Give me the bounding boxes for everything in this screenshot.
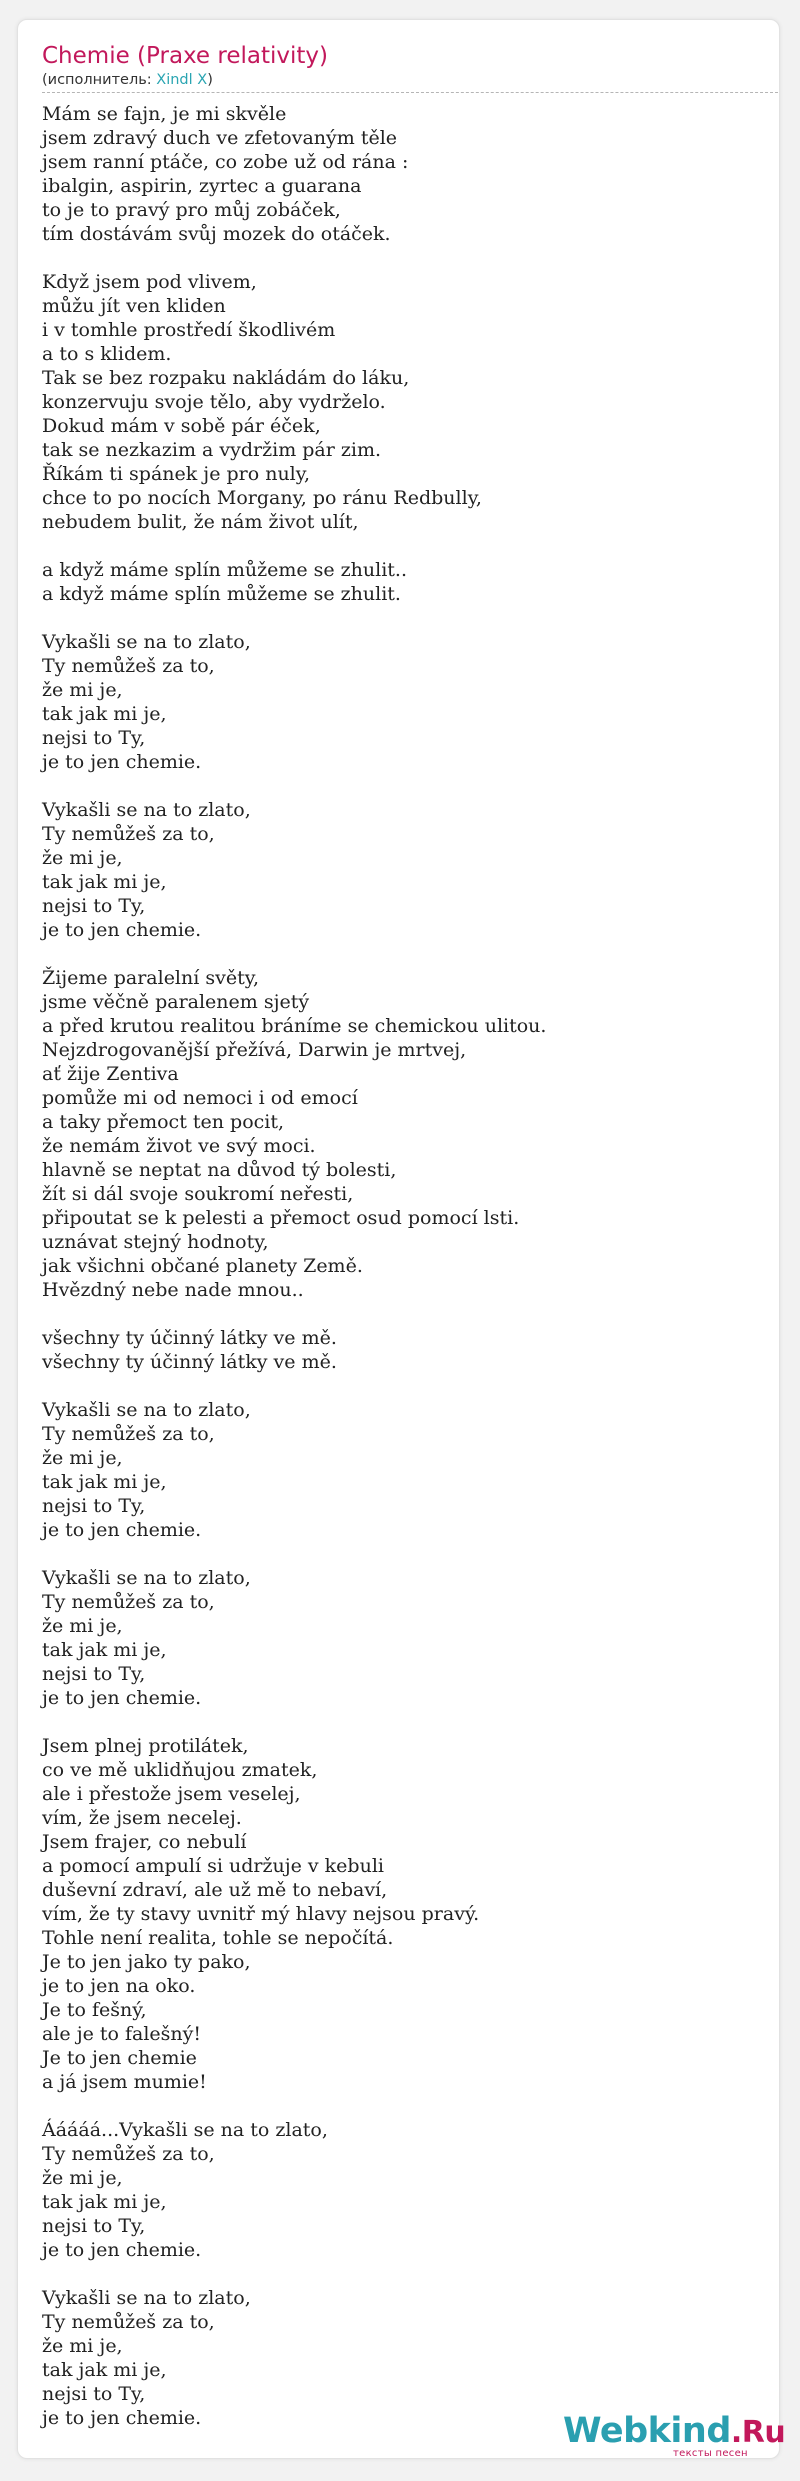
lyrics-line: ibalgin, aspirin, zyrtec a guarana [42,175,362,197]
lyrics-line: že mi je, [42,1615,123,1637]
logo-tagline: тексты песен [673,2448,748,2459]
lyrics-line: že mi je, [42,847,123,869]
lyrics-line: Tohle není realita, tohle se nepočítá. [42,1927,394,1949]
lyrics-line: co ve mě uklidňujou zmatek, [42,1759,318,1781]
lyrics-line: Tak se bez rozpaku nakládám do láku, [42,367,410,389]
lyrics-line: že mi je, [42,2335,123,2357]
artist-suffix: ) [207,72,213,88]
lyrics-line: je to jen chemie. [42,1519,202,1541]
lyrics-line: chce to po nocích Morgany, po ránu Redbully, [42,487,482,509]
lyrics-line: a pomocí ampulí si udržuje v kebuli [42,1855,384,1877]
lyrics-line: nejsi to Ty, [42,1495,146,1517]
lyrics-line: Ty nemůžeš za to, [42,1591,215,1613]
lyrics-card [17,19,780,2459]
lyrics-line: nebudem bulit, že nám život ulít, [42,511,359,533]
lyrics-line: Vykašli se na to zlato, [42,631,251,653]
lyrics-text [42,102,762,2454]
logo-main-text: Webkind [563,2411,731,2451]
lyrics-line: že nemám život ve svý moci. [42,1135,316,1157]
lyrics-stanza [42,270,762,534]
lyrics-stanza [42,2118,762,2262]
lyrics-line: Je to fešný, [42,1999,147,2021]
title-divider [42,92,778,93]
logo-wordmark [563,2411,786,2452]
lyrics-line: a taky přemoct ten pocit, [42,1111,285,1133]
lyrics-stanza [42,2286,762,2430]
lyrics-stanza [42,558,762,606]
lyrics-stanza [42,1398,762,1542]
lyrics-line: tak jak mi je, [42,2191,167,2213]
lyrics-stanza [42,102,762,246]
lyrics-line: Dokud mám v sobě pár éček, [42,415,321,437]
artist-line [42,70,213,90]
lyrics-line: Vykašli se na to zlato, [42,1567,251,1589]
lyrics-line: Ty nemůžeš za to, [42,823,215,845]
lyrics-line: a když máme splín můžeme se zhulit.. [42,559,408,581]
lyrics-line: můžu jít ven kliden [42,295,226,317]
lyrics-line: tak jak mi je, [42,2359,167,2381]
lyrics-line: jak všichni občané planety Země. [42,1255,363,1277]
logo-tld: .Ru [730,2415,786,2450]
lyrics-line: tím dostávám svůj mozek do otáček. [42,223,391,245]
lyrics-line: jsme věčně paralenem sjetý [42,991,310,1013]
lyrics-line: žít si dál svoje soukromí neřesti, [42,1183,354,1205]
lyrics-line: je to jen chemie. [42,919,202,941]
artist-link[interactable]: Xindl X [156,72,208,88]
webkind-logo[interactable] [563,2411,786,2462]
lyrics-stanza [42,1326,762,1374]
lyrics-line: to je to pravý pro můj zobáček, [42,199,341,221]
lyrics-line: i v tomhle prostředí škodlivém [42,319,336,341]
lyrics-line: konzervuju svoje tělo, aby vydrželo. [42,391,386,413]
lyrics-line: Nejzdrogovanější přežívá, Darwin je mrtvej, [42,1039,467,1061]
lyrics-line: tak jak mi je, [42,1471,167,1493]
lyrics-line: ať žije Zentiva [42,1063,179,1085]
lyrics-line: a před krutou realitou bráníme se chemickou ulitou. [42,1015,547,1037]
lyrics-line: je to jen na oko. [42,1975,196,1997]
lyrics-line: vím, že ty stavy uvnitř mý hlavy nejsou pravý. [42,1903,480,1925]
lyrics-line: tak jak mi je, [42,703,167,725]
lyrics-line: jsem zdravý duch ve zfetovaným těle [42,127,398,149]
song-title: Chemie (Praxe relativity) [42,43,328,69]
lyrics-line: všechny ty účinný látky ve mě. [42,1351,337,1373]
lyrics-line: je to jen chemie. [42,751,202,773]
lyrics-line: připoutat se k pelesti a přemoct osud pomocí lsti. [42,1207,520,1229]
lyrics-line: vím, že jsem necelej. [42,1807,242,1829]
lyrics-stanza [42,966,762,1302]
lyrics-line: Ty nemůžeš za to, [42,2143,215,2165]
lyrics-line: Vykašli se na to zlato, [42,2287,251,2309]
lyrics-line: tak jak mi je, [42,871,167,893]
lyrics-line: Říkám ti spánek je pro nuly, [42,463,311,485]
lyrics-line: uznávat stejný hodnoty, [42,1231,269,1253]
lyrics-line: nejsi to Ty, [42,727,146,749]
lyrics-line: všechny ty účinný látky ve mě. [42,1327,337,1349]
lyrics-line: nejsi to Ty, [42,2215,146,2237]
lyrics-line: že mi je, [42,679,123,701]
lyrics-line: Vykašli se na to zlato, [42,799,251,821]
lyrics-stanza [42,1566,762,1710]
lyrics-line: že mi je, [42,2167,123,2189]
lyrics-line: Jsem frajer, co nebulí [42,1831,247,1853]
lyrics-line: jsem ranní ptáče, co zobe už od rána : [42,151,409,173]
lyrics-line: nejsi to Ty, [42,2383,146,2405]
lyrics-line: a to s klidem. [42,343,172,365]
lyrics-line: ale i přestože jsem veselej, [42,1783,301,1805]
lyrics-line: Je to jen jako ty pako, [42,1951,251,1973]
lyrics-line: Mám se fajn, je mi skvěle [42,103,287,125]
lyrics-line: Je to jen chemie [42,2047,197,2069]
lyrics-line: tak jak mi je, [42,1639,167,1661]
lyrics-line: Když jsem pod vlivem, [42,271,257,293]
lyrics-line: že mi je, [42,1447,123,1469]
lyrics-stanza [42,630,762,774]
lyrics-stanza [42,798,762,942]
lyrics-line: hlavně se neptat na důvod tý bolesti, [42,1159,397,1181]
lyrics-stanza [42,1734,762,2094]
lyrics-line: Hvězdný nebe nade mnou.. [42,1279,304,1301]
lyrics-line: Vykašli se na to zlato, [42,1399,251,1421]
lyrics-line: Ty nemůžeš za to, [42,2311,215,2333]
lyrics-line: Jsem plnej protilátek, [42,1735,249,1757]
lyrics-line: Žijeme paralelní světy, [42,967,259,989]
lyrics-line: duševní zdraví, ale už mě to nebaví, [42,1879,388,1901]
lyrics-line: Ááááá...Vykašli se na to zlato, [42,2119,328,2141]
lyrics-line: Ty nemůžeš za to, [42,1423,215,1445]
lyrics-line: a já jsem mumie! [42,2071,207,2093]
lyrics-line: nejsi to Ty, [42,1663,146,1685]
lyrics-line: pomůže mi od nemoci i od emocí [42,1087,358,1109]
lyrics-line: je to jen chemie. [42,2239,202,2261]
lyrics-line: nejsi to Ty, [42,895,146,917]
lyrics-line: tak se nezkazim a vydržim pár zim. [42,439,382,461]
lyrics-line: a když máme splín můžeme se zhulit. [42,583,401,605]
lyrics-line: Ty nemůžeš za to, [42,655,215,677]
lyrics-line: je to jen chemie. [42,2407,202,2429]
lyrics-line: je to jen chemie. [42,1687,202,1709]
artist-prefix: (исполнитель: [42,72,157,88]
lyrics-line: ale je to falešný! [42,2023,202,2045]
